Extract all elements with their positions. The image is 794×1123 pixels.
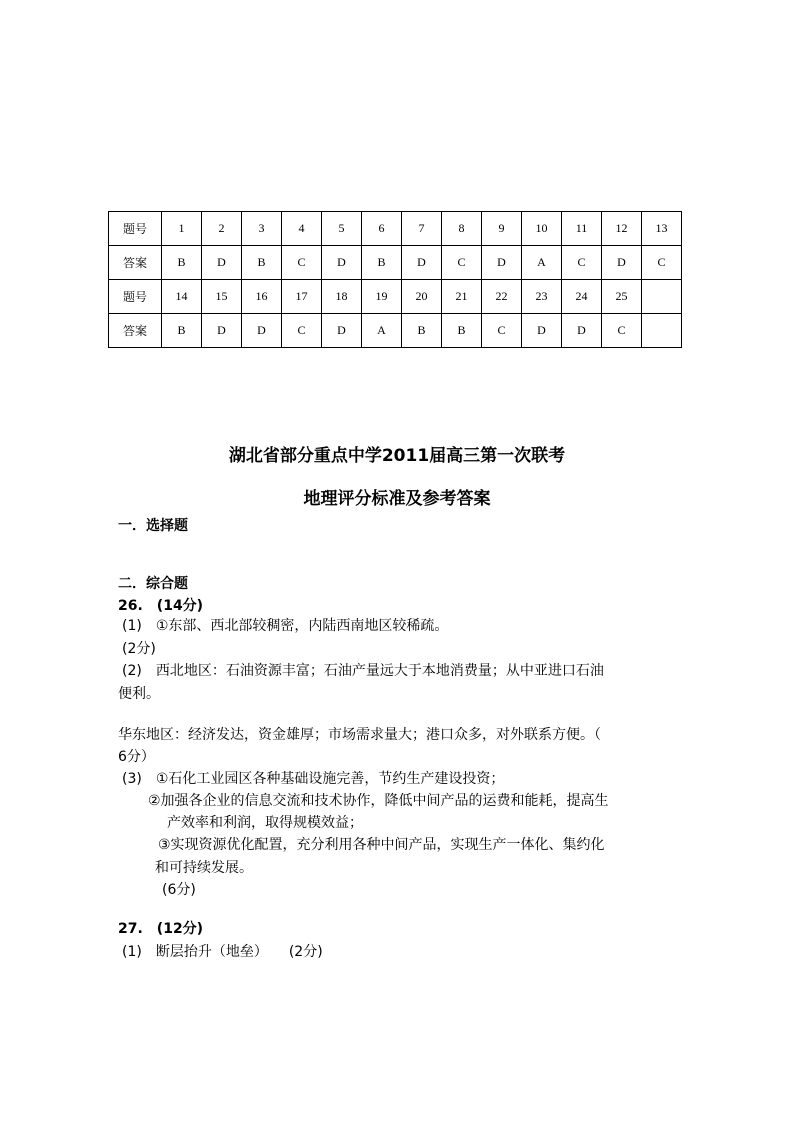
question-27-part1: (1) 断层抬升（地垒） (2分) [122,944,323,960]
table-cell: A [522,246,562,280]
table-cell: B [242,246,282,280]
table-cell: D [522,314,562,348]
table-cell: D [322,246,362,280]
table-cell: 8 [442,212,482,246]
table-row [109,212,682,246]
question-26-east-line1: 华东地区：经济发达，资金雄厚；市场需求量大；港口众多，对外联系方便。（ [118,727,601,743]
table-cell: 3 [242,212,282,246]
table-cell: 16 [242,280,282,314]
table-cell: D [562,314,602,348]
document-subtitle: 地理评分标准及参考答案 [303,489,491,509]
table-cell: 18 [322,280,362,314]
table-cell: B [162,246,202,280]
table-cell: C [442,246,482,280]
table-cell: 19 [362,280,402,314]
table-cell: 7 [402,212,442,246]
table-cell: C [282,314,322,348]
row-label: 答案 [109,246,162,280]
question-26-east-line2: 6分） [118,749,155,765]
table-row [109,246,682,280]
document-title: 湖北省部分重点中学2011届高三第一次联考 [228,446,566,466]
table-cell: 20 [402,280,442,314]
question-26-part3-item2-line1: ②加强各企业的信息交流和技术协作，降低中间产品的运费和能耗，提高生 [148,793,609,809]
table-cell: B [362,246,402,280]
section-comprehensive-heading: 二．综合题 [118,576,188,592]
table-row [109,280,682,314]
table-cell: 6 [362,212,402,246]
table-cell: D [242,314,282,348]
table-cell: C [282,246,322,280]
question-26-part1: (1) ①东部、西北部较稠密，内陆西南地区较稀疏。 [122,618,449,634]
table-cell: C [562,246,602,280]
table-cell: 12 [602,212,642,246]
table-cell: D [402,246,442,280]
table-cell: C [482,314,522,348]
question-26-part3-item2-line2: 产效率和利润，取得规模效益； [167,815,363,831]
table-cell: 11 [562,212,602,246]
table-cell: 17 [282,280,322,314]
table-cell: D [482,246,522,280]
table-cell: 4 [282,212,322,246]
table-cell: 10 [522,212,562,246]
table-cell: D [322,314,362,348]
table-cell: 14 [162,280,202,314]
table-cell: 13 [642,212,682,246]
section-choice-heading: 一．选择题 [118,518,188,534]
table-cell: 22 [482,280,522,314]
question-26-part3-item1: (3) ①石化工业园区各种基础设施完善，节约生产建设投资； [122,771,505,787]
table-cell: 25 [602,280,642,314]
table-cell: 2 [202,212,242,246]
table-cell: A [362,314,402,348]
table-cell: D [202,314,242,348]
row-label: 答案 [109,314,162,348]
table-cell [642,280,682,314]
question-26-part2-line2: 便利。 [118,686,160,702]
table-cell: B [442,314,482,348]
row-label: 题号 [109,212,162,246]
question-26-part3-item3-line2: 和可持续发展。 [155,860,253,876]
question-26-header: 26. (14分) [118,598,204,614]
table-cell: 15 [202,280,242,314]
table-cell: 21 [442,280,482,314]
question-26-part1-score: (2分) [122,641,156,657]
table-cell: 5 [322,212,362,246]
table-cell: D [602,246,642,280]
table-cell: 24 [562,280,602,314]
table-cell [642,314,682,348]
table-cell: D [202,246,242,280]
question-26-part2-line1: (2) 西北地区：石油资源丰富；石油产量远大于本地消费量；从中亚进口石油 [122,663,604,679]
question-26-part3-score: (6分) [162,882,196,898]
table-cell: 23 [522,280,562,314]
table-cell: B [402,314,442,348]
question-27-header: 27. (12分) [118,921,204,937]
table-cell: B [162,314,202,348]
table-cell: C [602,314,642,348]
table-cell: C [642,246,682,280]
answer-table [108,211,682,348]
table-row [109,314,682,348]
question-26-part3-item3-line1: ③实现资源优化配置，充分利用各种中间产品，实现生产一体化、集约化 [158,837,605,853]
table-cell: 9 [482,212,522,246]
table-cell: 1 [162,212,202,246]
row-label: 题号 [109,280,162,314]
